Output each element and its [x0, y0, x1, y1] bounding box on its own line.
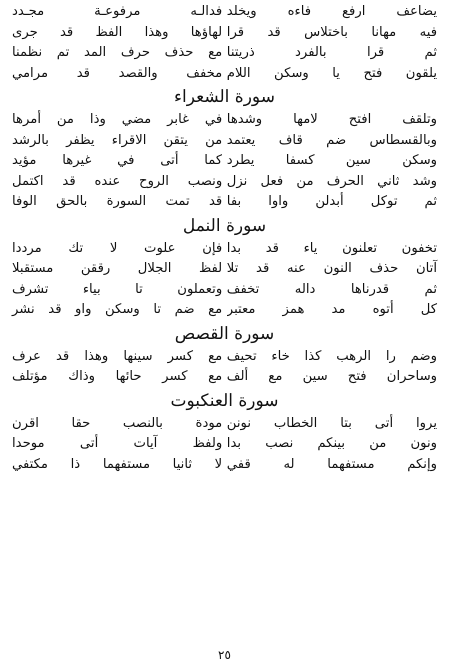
verse-line	[10, 239, 439, 260]
surah-title	[10, 322, 439, 346]
verse-line	[10, 455, 439, 476]
verse-line	[10, 300, 439, 321]
verse-first-hemistich: ونون من بينكم نصب بدا	[226, 436, 437, 451]
verse-line	[10, 23, 439, 44]
verse-second-hemistich: وتعملون تا بياء تشرف	[12, 281, 223, 297]
verse-line	[10, 367, 439, 388]
verse-second-hemistich: مع ضم تا وسكن واو قد نشر	[12, 302, 223, 317]
verse-first-hemistich: كل أتوه مد همز معتبر	[226, 302, 437, 317]
verse-line	[10, 151, 439, 172]
surah-title	[10, 214, 439, 238]
verse-second-hemistich: من يتقن الاقراء يظفر بالرشد	[12, 132, 223, 148]
verse-line	[10, 110, 439, 131]
surah-title	[10, 85, 439, 109]
verse-first-hemistich: وتلقف افتح لامها وشدها	[226, 112, 437, 127]
verse-line	[10, 131, 439, 152]
verse-second-hemistich: مع كسر حائها وذاك مؤتلف	[12, 369, 223, 384]
verse-first-hemistich: يروا أتى بتا الخطاب نونن	[226, 415, 437, 431]
verse-line	[10, 2, 439, 23]
verse-line	[10, 64, 439, 85]
verse-second-hemistich: ولفظ آيات أتى موحدا	[12, 436, 223, 451]
verse-second-hemistich: لهاؤها وهذا الفظ قد جرى	[12, 24, 223, 40]
verse-line	[10, 172, 439, 193]
surah-title-text: سورة الشعراء	[174, 87, 275, 107]
verse-first-hemistich: وضم را الرهب كذا خاء تحيف	[226, 348, 437, 364]
verse-first-hemistich: وسكن سين كسفا يطرد	[226, 153, 437, 168]
surah-title-text: سورة النمل	[182, 215, 267, 236]
surah-title-text: سورة القصص	[174, 323, 275, 344]
verse-second-hemistich: فإن علوت لا تك مرددا	[12, 240, 223, 256]
verse-second-hemistich: كما أتى في غيرها مؤيد	[12, 153, 223, 168]
verse-first-hemistich: آتان حذف النون عنه قد تلا	[226, 261, 437, 276]
verse-second-hemistich: قد تمت السورة بالحق الوفا	[12, 194, 223, 209]
verse-second-hemistich: مع حذف حرف المد تم نظمنا	[12, 45, 223, 60]
verse-first-hemistich: يلقون فتح يا وسكن اللام	[226, 65, 437, 81]
verse-second-hemistich: فدالـه مرفوعـة مجـدد	[12, 4, 223, 19]
verse-first-hemistich: يضاعف ارفع فاءه ويخلد	[226, 4, 437, 19]
verse-first-hemistich: فيه مهانا باختلاس قد قرا	[226, 24, 437, 40]
verse-second-hemistich: مخفف والقصد قد مرامي	[12, 65, 223, 81]
verse-first-hemistich: وبالقسطاس ضم قاف يعتمد	[226, 132, 437, 148]
verse-line	[10, 280, 439, 301]
verse-line	[10, 414, 439, 435]
verse-line	[10, 434, 439, 455]
verse-line	[10, 43, 439, 64]
verse-first-hemistich: ثم توكل أبدلن واوا بفا	[226, 194, 437, 209]
verse-first-hemistich: تخفون تعلنون ياء قد بدا	[226, 240, 437, 256]
verse-first-hemistich: ثم قرا بالفرد ذريتنا	[226, 45, 437, 60]
verse-second-hemistich: مع كسر سينها وهذا قد عرف	[12, 348, 223, 364]
verse-first-hemistich: وشد ثاني الحرف من فعل نزل	[226, 173, 437, 189]
verse-first-hemistich: وإنكم مستفهما له قفي	[226, 456, 437, 472]
verse-second-hemistich: في غابر مضي وذا من أمرها	[12, 112, 223, 127]
verse-second-hemistich: لفظ الجلال رققن مستقبلا	[12, 261, 223, 276]
verse-line	[10, 192, 439, 213]
verse-second-hemistich: لا ثانيا مستفهما ذا مكتفي	[12, 456, 223, 472]
verse-second-hemistich: ونصب الروح عنده قد اكتمل	[12, 173, 223, 189]
verse-line	[10, 259, 439, 280]
verse-first-hemistich: وساحران فتح سين مع ألف	[226, 369, 437, 384]
surah-title	[10, 389, 439, 413]
surah-title-text: سورة العنكبوت	[170, 390, 279, 411]
page-number: ٢٥	[218, 648, 231, 662]
verse-line	[10, 347, 439, 368]
verse-second-hemistich: مودة بالنصب حقا اقرن	[12, 415, 223, 431]
verse-first-hemistich: ثم قدرناها داله تخفف	[226, 281, 437, 297]
